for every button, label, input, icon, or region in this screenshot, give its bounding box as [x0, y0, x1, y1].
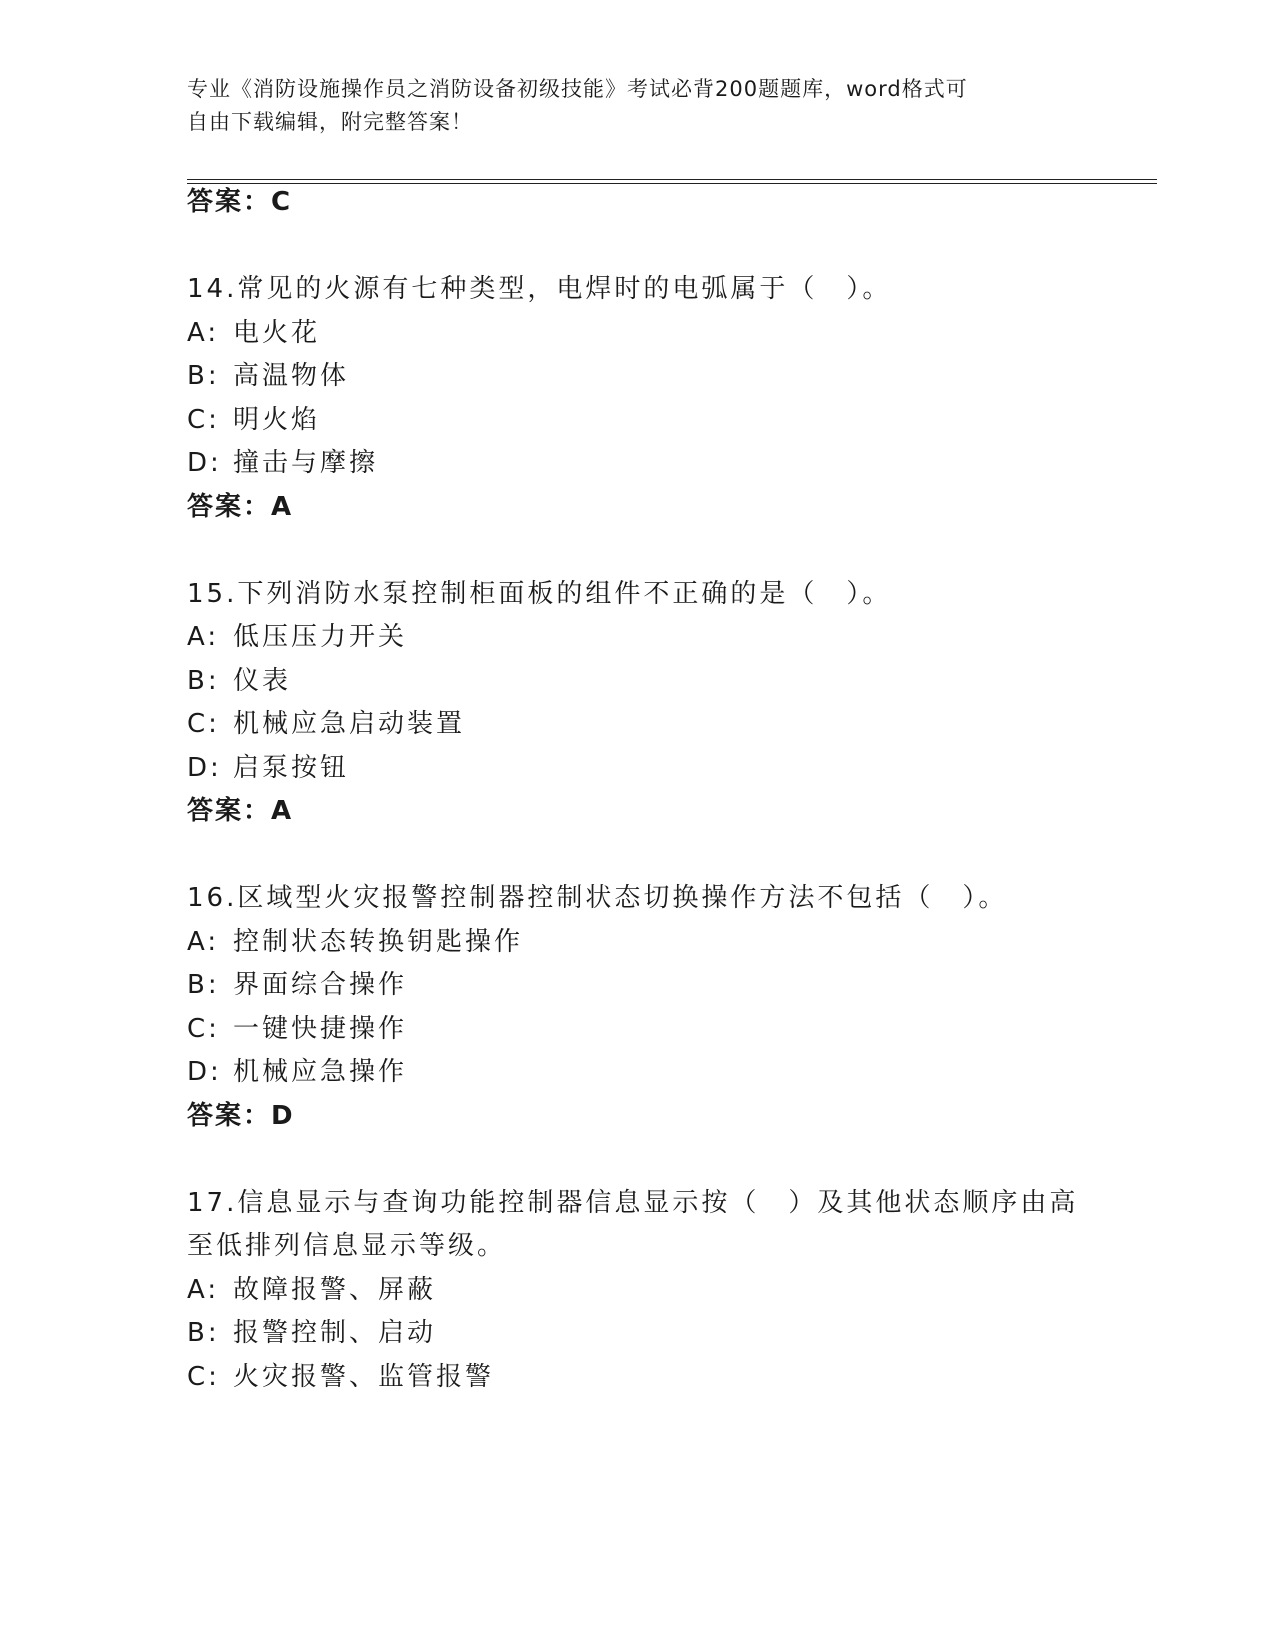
question-stem-14: 14.常见的火源有七种类型，电焊时的电弧属于（ ）。 [187, 274, 892, 304]
option-15-a [187, 620, 407, 654]
option-text: 一键快捷操作 [233, 1014, 408, 1044]
option-letter: A: [187, 927, 220, 957]
option-letter: B: [187, 361, 220, 391]
question-stem-16: 16.区域型火灾报警控制器控制状态切换操作方法不包括（ ）。 [187, 883, 1008, 913]
question-stem-15: 15.下列消防水泵控制柜面板的组件不正确的是（ ）。 [187, 579, 892, 609]
option-text: 明火焰 [233, 405, 321, 435]
option-text: 电火花 [233, 318, 321, 348]
option-17-c [187, 1360, 494, 1394]
option-text: 火灾报警、监管报警 [233, 1362, 495, 1392]
option-16-c [187, 1012, 407, 1046]
option-text: 低压压力开关 [233, 622, 408, 652]
header-title-line2: 自由下载编辑，附完整答案！ [187, 110, 473, 134]
answer-16: 答案：D [187, 1101, 295, 1131]
option-16-a [187, 925, 523, 959]
option-text: 启泵按钮 [233, 753, 350, 783]
option-15-d [187, 751, 349, 785]
option-letter: D: [187, 753, 222, 783]
option-letter: B: [187, 666, 220, 696]
option-16-b [187, 968, 407, 1002]
document-header [187, 73, 1067, 139]
option-letter: D: [187, 1057, 222, 1087]
option-text: 机械应急操作 [233, 1057, 408, 1087]
option-text: 仪表 [233, 666, 292, 696]
option-letter: A: [187, 622, 220, 652]
option-letter: A: [187, 1275, 220, 1305]
option-text: 撞击与摩擦 [233, 448, 379, 478]
option-text: 报警控制、启动 [233, 1318, 437, 1348]
header-title-line1: 专业《消防设施操作员之消防设备初级技能》考试必背200题题库，word格式可 [187, 77, 968, 101]
option-14-c [187, 403, 320, 437]
option-text: 高温物体 [233, 361, 350, 391]
option-letter: C: [187, 405, 220, 435]
option-17-a [187, 1273, 436, 1307]
option-letter: B: [187, 1318, 220, 1348]
answer-14: 答案：A [187, 492, 294, 522]
answer-15: 答案：A [187, 796, 294, 826]
question-stem-17-line1: 17.信息显示与查询功能控制器信息显示按（ ）及其他状态顺序由高 [187, 1188, 1079, 1218]
option-text: 界面综合操作 [233, 970, 408, 1000]
option-16-d [187, 1055, 407, 1089]
option-14-b [187, 359, 349, 393]
option-14-d [187, 446, 378, 480]
option-letter: C: [187, 709, 220, 739]
option-14-a [187, 316, 320, 350]
option-15-b [187, 664, 291, 698]
option-letter: C: [187, 1014, 220, 1044]
option-17-b [187, 1316, 436, 1350]
option-text: 故障报警、屏蔽 [233, 1275, 437, 1305]
option-letter: A: [187, 318, 220, 348]
answer-prev: 答案：C [187, 187, 293, 217]
header-divider-bottom [187, 183, 1157, 184]
option-text: 机械应急启动装置 [233, 709, 466, 739]
header-divider-top [187, 179, 1157, 180]
option-text: 控制状态转换钥匙操作 [233, 927, 524, 957]
option-letter: C: [187, 1362, 220, 1392]
option-15-c [187, 707, 465, 741]
option-letter: B: [187, 970, 220, 1000]
option-letter: D: [187, 448, 222, 478]
question-stem-17-line2: 至低排列信息显示等级。 [187, 1231, 507, 1261]
